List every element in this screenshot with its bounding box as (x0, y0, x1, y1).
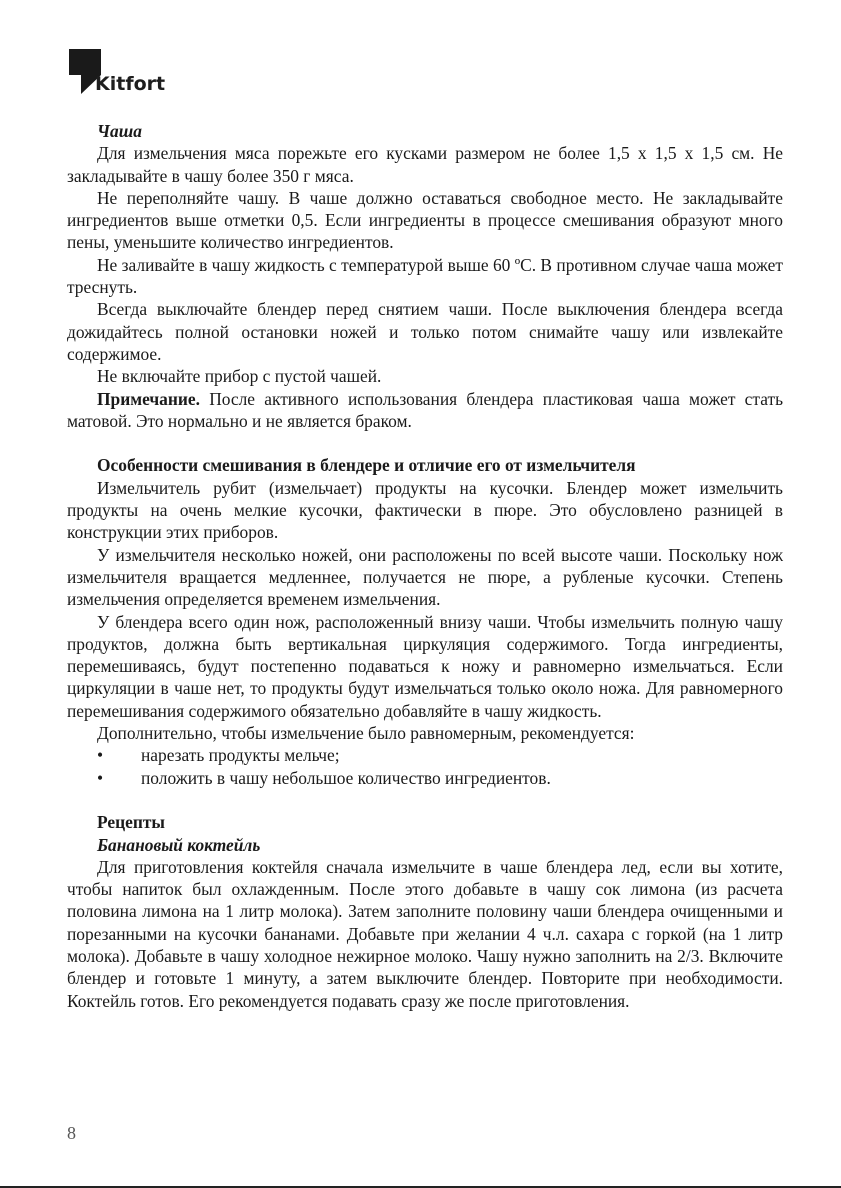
note-label: Примечание. (97, 388, 200, 409)
paragraph: У измельчителя несколько ножей, они расположены по всей высоте чаши. Поскольку нож измельчителя вращается медленнее, получается не пюре, а рубленые кусочки. Степень измельчения определяется временем измельчения. (67, 544, 783, 610)
spacer (67, 432, 783, 454)
recommendation-list (67, 744, 783, 789)
spacer (67, 789, 783, 811)
bullet-icon: • (97, 767, 104, 788)
document-body (67, 120, 783, 1012)
list-item (67, 767, 783, 789)
list-item (67, 744, 783, 766)
recipe-title: Банановый коктейль (97, 834, 261, 855)
section-heading-mixing: Особенности смешивания в блендере и отличие его от измельчителя (97, 455, 636, 476)
paragraph: Не заливайте в чашу жидкость с температурой выше 60 ºС. В противном случае чаша может треснуть. (67, 254, 783, 298)
brand-name: Kitfort (95, 73, 166, 95)
paragraph: Дополнительно, чтобы измельчение было равномерным, рекомендуется: (97, 723, 635, 744)
paragraph: Не включайте прибор с пустой чашей. (97, 366, 382, 387)
note-text: После активного использования блендера пластиковая чаша может стать матовой. Это нормально и не является браком. (67, 388, 783, 431)
paragraph: У блендера всего один нож, расположенный внизу чаши. Чтобы измельчить полную чашу продуктов, должна быть вертикальная циркуляция содержимого. Тогда ингредиенты, перемешиваясь, будут постепенно подаваться к ножу и равномерно измельчаться. Если циркуляции в чаше нет, то продукты будут измельчаться только около ножа. Для равномерного перемешивания содержимого обязательно добавляйте в чашу жидкость. (67, 611, 783, 721)
section-heading-recipes: Рецепты (97, 812, 165, 833)
list-item-text: положить в чашу небольшое количество ингредиентов. (141, 767, 551, 788)
paragraph: Для измельчения мяса порежьте его кусками размером не более 1,5 х 1,5 х 1,5 см. Не закладывайте в чашу более 350 г мяса. (67, 143, 783, 186)
list-item-text: нарезать продукты мельче; (141, 745, 340, 766)
paragraph: Не переполняйте чашу. В чаше должно оставаться свободное место. Не закладывайте ингредиентов выше отметки 0,5. Если ингредиенты в процессе смешивания образуют много пены, уменьшите количество ингредиентов. (67, 187, 783, 253)
paragraph: Для приготовления коктейля сначала измельчите в чаше блендера лед, если вы хотите, чтобы напиток был охлажденным. После этого добавьте в чашу сок лимона (из расчета половина лимона на 1 литр молока). Затем заполните половину чаши блендера очищенными и порезанными на кусочки бананами. Добавьте при желании 4 ч.л. сахара с горкой (на 1 литр молока). Добавьте в чашу холодное нежирное молоко. Чашу нужно заполнить на 2/3. Включите блендер и готовьте 1 минуту, а затем выключите блендер. Повторите при необходимости. Коктейль готов. Его рекомендуется подавать сразу же после приготовления. (67, 856, 783, 1011)
paragraph: Всегда выключайте блендер перед снятием чаши. После выключения блендера всегда дожидайтесь полной остановки ножей и только потом снимайте чашу или извлекайте содержимое. (67, 299, 783, 364)
section-heading-bowl: Чаша (97, 121, 142, 141)
bullet-icon: • (97, 745, 104, 766)
page-number: 8 (67, 1123, 76, 1143)
note-paragraph (67, 388, 783, 433)
paragraph: Измельчитель рубит (измельчает) продукты на кусочки. Блендер может измельчить продукты на очень мелкие кусочки, фактически в пюре. Это обусловлено разницей в конструкции этих приборов. (67, 477, 783, 543)
